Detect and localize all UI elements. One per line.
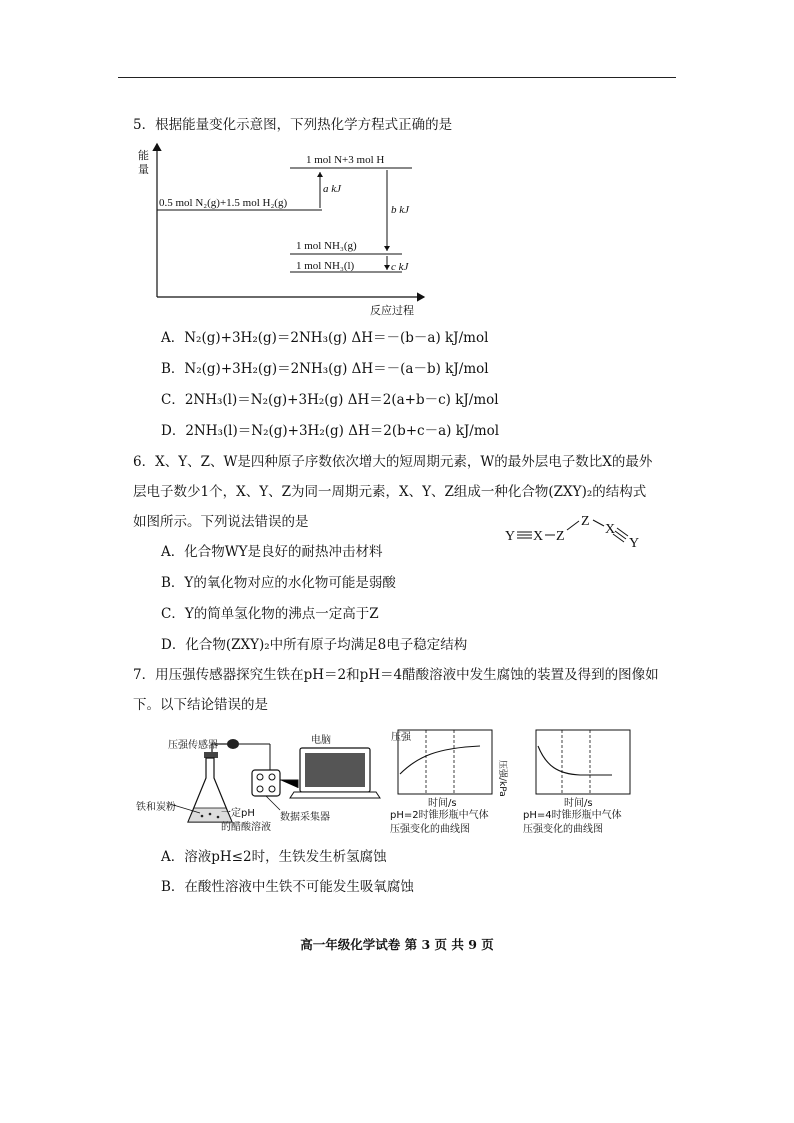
computer-label: 电脑 bbox=[311, 735, 331, 746]
q5-stem: 5．根据能量变化示意图，下列热化学方程式正确的是 bbox=[133, 117, 453, 133]
data-collector-icon bbox=[252, 770, 280, 796]
q7-option-b: B．在酸性溶液中生铁不可能发生吸氧腐蚀 bbox=[161, 879, 414, 895]
graph2-xlabel: 时间/s bbox=[564, 798, 593, 809]
q6-option-c: C．Y的简单氢化物的沸点一定高于Z bbox=[161, 606, 379, 622]
energy-diagram bbox=[130, 140, 440, 320]
graph1-ylabel-text: 压强 bbox=[391, 732, 411, 743]
q6-option-b: B．Y的氧化物对应的水化物可能是弱酸 bbox=[161, 575, 396, 591]
graph1-curve bbox=[400, 746, 480, 774]
x-axis-label: 反应过程 bbox=[370, 305, 414, 317]
graph2-caption-1: pH=4时锥形瓶中气体 bbox=[523, 810, 622, 821]
graph2-frame bbox=[536, 730, 630, 794]
label-c: c kJ bbox=[391, 261, 409, 273]
q6-option-d: D．化合物(ZXY)₂中所有原子均满足8电子稳定结构 bbox=[161, 637, 468, 653]
solution-label-1: 一定pH bbox=[221, 808, 255, 819]
header-rule bbox=[118, 77, 676, 78]
level-top-label: 1 mol N+3 mol H bbox=[306, 154, 385, 166]
q7-option-a: A．溶液pH≤2时，生铁发生析氢腐蚀 bbox=[161, 849, 387, 865]
atom-y1: Y bbox=[505, 529, 516, 544]
graph-ph2 bbox=[388, 726, 498, 836]
pressure-sensor-icon bbox=[227, 739, 239, 749]
q5-option-b: B．N₂(g)+3H₂(g)＝2NH₃(g) ΔH＝－(a－b) kJ/mol bbox=[161, 361, 489, 377]
q6-stem-line3: 如图所示。下列说法错误的是 bbox=[133, 514, 309, 530]
label-b: b kJ bbox=[391, 204, 410, 216]
zxy2-structure bbox=[505, 510, 655, 550]
graph2-curve bbox=[538, 746, 612, 775]
q5-option-d: D．2NH₃(l)＝N₂(g)+3H₂(g) ΔH＝2(b+c－a) kJ/mol bbox=[161, 423, 500, 439]
label-a: a kJ bbox=[323, 183, 342, 195]
graph1-caption-2: 压强变化的曲线图 bbox=[390, 824, 470, 835]
collector-label: 数据采集器 bbox=[280, 812, 330, 823]
level-nh3-g-label: 1 mol NH₃(g) bbox=[296, 240, 357, 252]
graph1-caption-1: pH=2时锥形瓶中气体 bbox=[390, 810, 489, 821]
solution-label-2: 的醋酸溶液 bbox=[221, 822, 271, 833]
atom-x2: X bbox=[605, 522, 616, 537]
q7-stem-line1: 7．用压强传感器探究生铁在pH＝2和pH＝4醋酸溶液中发生腐蚀的装置及得到的图像如 bbox=[133, 667, 659, 683]
q5-option-c: C．2NH₃(l)＝N₂(g)+3H₂(g) ΔH＝2(a+b－c) kJ/mol bbox=[161, 392, 499, 408]
atom-z1: Z bbox=[556, 529, 565, 544]
level-reactant-label: 0.5 mol N₂(g)+1.5 mol H₂(g) bbox=[159, 197, 288, 209]
level-nh3-l-label: 1 mol NH₃(l) bbox=[296, 260, 355, 272]
q5-option-a: A．N₂(g)+3H₂(g)＝2NH₃(g) ΔH＝－(b－a) kJ/mol bbox=[161, 330, 489, 346]
y-axis-label-2: 量 bbox=[138, 164, 149, 176]
sensor-label: 压强传感器 bbox=[168, 740, 218, 751]
graph1-xlabel: 时间/s bbox=[428, 798, 457, 809]
page-footer: 高一年级化学试卷 第 3 页 共 9 页 bbox=[300, 937, 494, 952]
graph2-ylabel: 压强/kPa bbox=[497, 760, 507, 797]
graph2-caption-2: 压强变化的曲线图 bbox=[523, 824, 603, 835]
graph1-ylabel bbox=[391, 731, 412, 743]
apparatus-figure bbox=[130, 730, 380, 840]
atom-x1: X bbox=[533, 529, 544, 544]
q6-stem-line2: 层电子数少1个，X、Y、Z为同一周期元素，X、Y、Z组成一种化合物(ZXY)₂的结构式 bbox=[133, 484, 647, 500]
q6-option-a: A．化合物WY是良好的耐热冲击材料 bbox=[161, 544, 383, 560]
atom-y2: Y bbox=[629, 536, 640, 551]
iron-label: 铁和炭粉 bbox=[136, 802, 176, 813]
q7-stem-line2: 下。以下结论错误的是 bbox=[133, 697, 268, 713]
graph-ph4 bbox=[520, 726, 640, 836]
atom-z2: Z bbox=[581, 514, 590, 529]
graph1-frame bbox=[398, 730, 492, 794]
q6-stem-line1: 6．X、Y、Z、W是四种原子序数依次增大的短周期元素，W的最外层电子数比X的最外 bbox=[133, 454, 653, 470]
y-axis-label-1: 能 bbox=[138, 150, 149, 162]
